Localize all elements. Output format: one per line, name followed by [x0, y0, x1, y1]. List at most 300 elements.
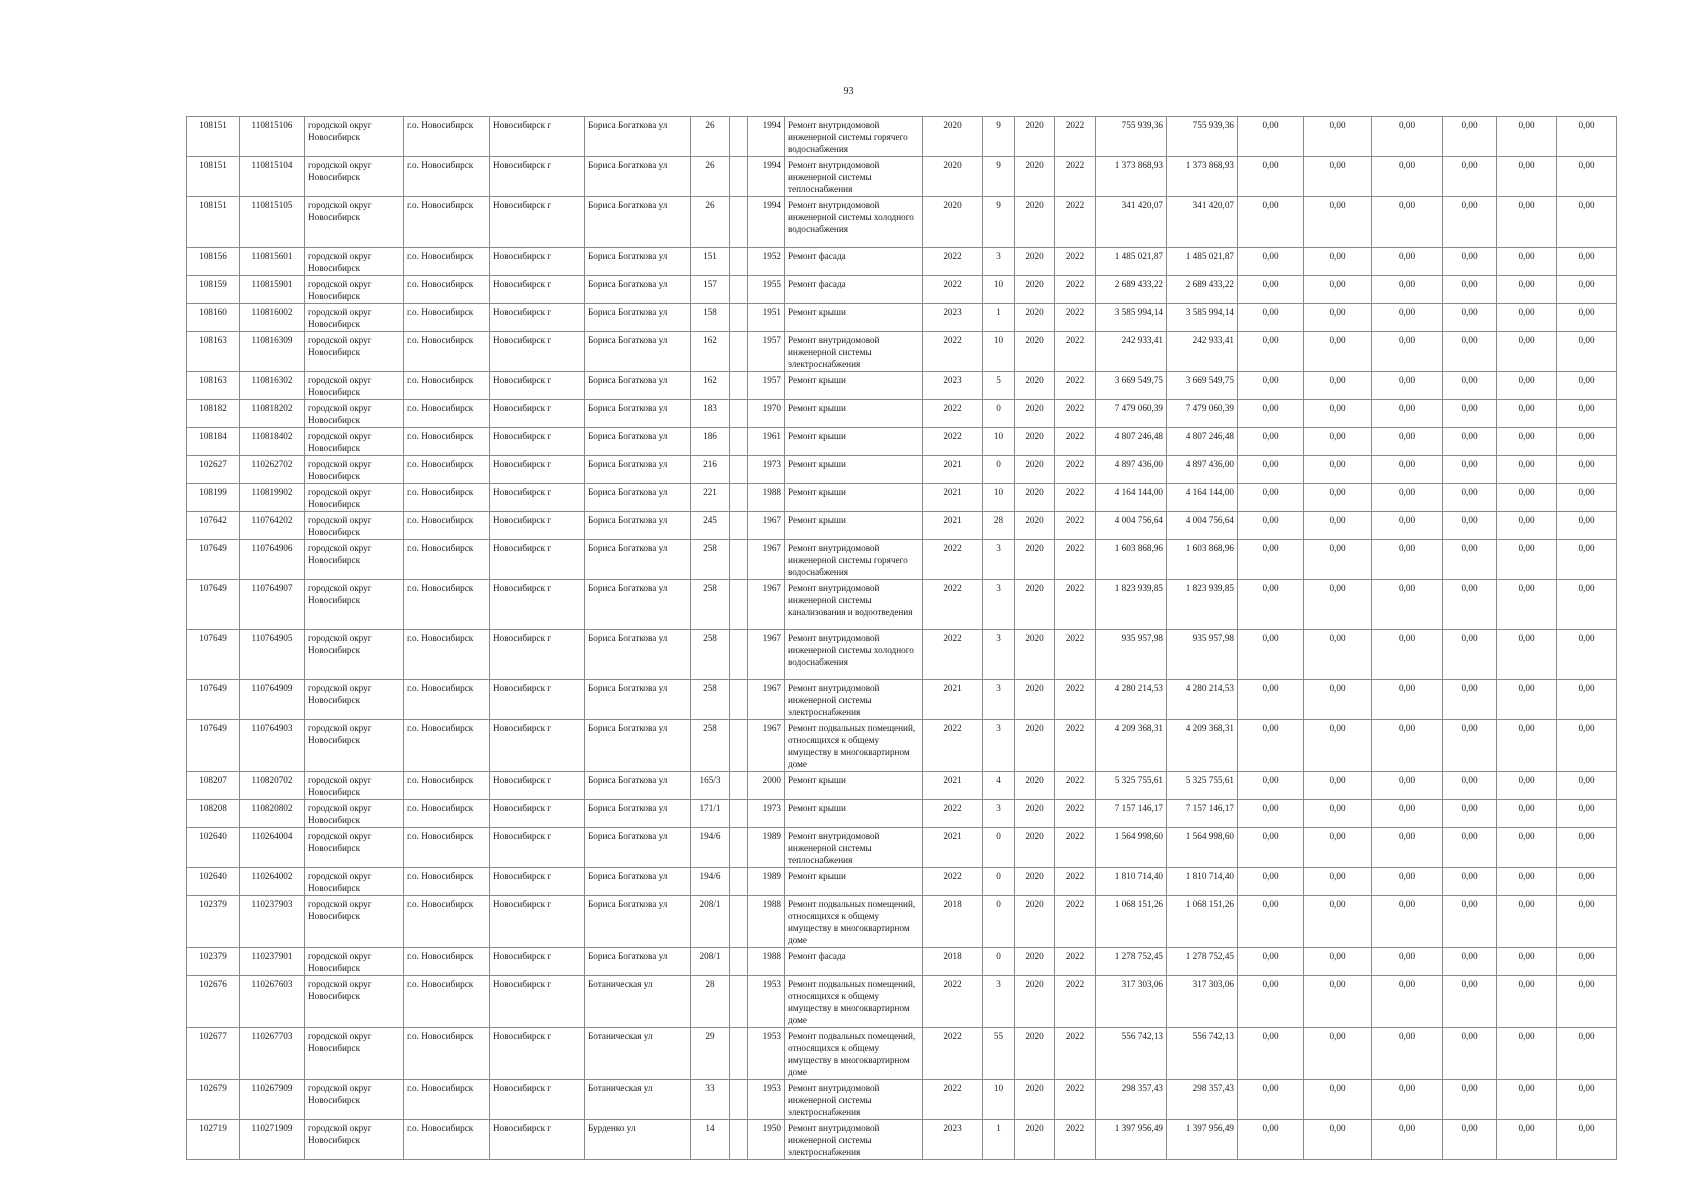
- cell-start-year: 2020: [1015, 772, 1055, 800]
- cell-federal-funds: 0,00: [1238, 372, 1304, 400]
- cell-federal-funds: 0,00: [1238, 512, 1304, 540]
- cell-owner-funds: 0,00: [1443, 896, 1497, 948]
- cell-municipality: городской округ Новосибирск: [305, 720, 404, 772]
- cell-federal-funds: 0,00: [1238, 428, 1304, 456]
- cell-building: [730, 332, 748, 372]
- cell-total-cost: 3 669 549,75: [1096, 372, 1167, 400]
- cell-repair-type: Ремонт крыши: [785, 428, 923, 456]
- cell-row-id: 107642: [187, 512, 240, 540]
- cell-other-funds-2: 0,00: [1557, 868, 1617, 896]
- table-row: [187, 772, 1617, 800]
- cell-street: Бориса Богаткова ул: [585, 248, 691, 276]
- cell-build-year: 1953: [748, 976, 785, 1028]
- cell-repair-type: Ремонт фасада: [785, 248, 923, 276]
- cell-wear-percent: 3: [983, 976, 1015, 1028]
- cell-owner-funds: 0,00: [1443, 868, 1497, 896]
- cell-fund-cost: 1 603 868,96: [1167, 540, 1238, 580]
- cell-build-year: 1957: [748, 332, 785, 372]
- cell-house-number: 29: [691, 1028, 730, 1080]
- cell-repair-type: Ремонт внутридомовой инженерной системы горячего водоснабжения: [785, 540, 923, 580]
- cell-wear-percent: 0: [983, 896, 1015, 948]
- cell-wear-percent: 0: [983, 948, 1015, 976]
- cell-fund-cost: 4 209 368,31: [1167, 720, 1238, 772]
- cell-regional-funds: 0,00: [1304, 484, 1372, 512]
- cell-total-cost: 4 280 214,53: [1096, 680, 1167, 720]
- cell-build-year: 1994: [748, 197, 785, 248]
- cell-wear-percent: 1: [983, 304, 1015, 332]
- cell-fund-cost: 556 742,13: [1167, 1028, 1238, 1080]
- cell-house-code: 110267603: [240, 976, 305, 1028]
- cell-building: [730, 680, 748, 720]
- table-row: [187, 248, 1617, 276]
- cell-federal-funds: 0,00: [1238, 772, 1304, 800]
- cell-wear-percent: 3: [983, 248, 1015, 276]
- cell-build-year: 1988: [748, 484, 785, 512]
- cell-locality: Новосибирск г: [490, 800, 585, 828]
- cell-house-number: 157: [691, 276, 730, 304]
- cell-owner-funds: 0,00: [1443, 1028, 1497, 1080]
- cell-street: Бурденко ул: [585, 1120, 691, 1160]
- cell-row-id: 108151: [187, 117, 240, 157]
- cell-total-cost: 2 689 433,22: [1096, 276, 1167, 304]
- cell-repair-type: Ремонт внутридомовой инженерной системы электроснабжения: [785, 1080, 923, 1120]
- cell-municipality: городской округ Новосибирск: [305, 248, 404, 276]
- cell-row-id: 108156: [187, 248, 240, 276]
- cell-other-funds-1: 0,00: [1497, 304, 1557, 332]
- cell-municipality: городской округ Новосибирск: [305, 484, 404, 512]
- cell-build-year: 1953: [748, 1028, 785, 1080]
- cell-build-year: 1994: [748, 117, 785, 157]
- cell-build-year: 1988: [748, 896, 785, 948]
- cell-repair-type: Ремонт подвальных помещений, относящихся к общему имуществу в многоквартирном доме: [785, 720, 923, 772]
- cell-repair-type: Ремонт крыши: [785, 400, 923, 428]
- cell-other-funds-2: 0,00: [1557, 332, 1617, 372]
- cell-build-year: 1988: [748, 948, 785, 976]
- cell-row-id: 108199: [187, 484, 240, 512]
- cell-street: Бориса Богаткова ул: [585, 157, 691, 197]
- cell-city-district: г.о. Новосибирск: [404, 332, 490, 372]
- cell-build-year: 1955: [748, 276, 785, 304]
- cell-owner-funds: 0,00: [1443, 332, 1497, 372]
- cell-end-year: 2022: [1055, 276, 1096, 304]
- table-row: [187, 720, 1617, 772]
- cell-planned-year: 2022: [923, 248, 983, 276]
- cell-house-code: 110237903: [240, 896, 305, 948]
- cell-house-number: 245: [691, 512, 730, 540]
- cell-owner-funds: 0,00: [1443, 276, 1497, 304]
- cell-wear-percent: 0: [983, 868, 1015, 896]
- cell-municipality: городской округ Новосибирск: [305, 372, 404, 400]
- cell-fund-cost: 1 485 021,87: [1167, 248, 1238, 276]
- cell-fund-cost: 7 479 060,39: [1167, 400, 1238, 428]
- cell-building: [730, 484, 748, 512]
- cell-local-funds: 0,00: [1372, 372, 1443, 400]
- cell-municipality: городской округ Новосибирск: [305, 976, 404, 1028]
- cell-planned-year: 2023: [923, 372, 983, 400]
- cell-other-funds-1: 0,00: [1497, 372, 1557, 400]
- cell-end-year: 2022: [1055, 828, 1096, 868]
- cell-total-cost: 556 742,13: [1096, 1028, 1167, 1080]
- cell-build-year: 1950: [748, 1120, 785, 1160]
- cell-federal-funds: 0,00: [1238, 117, 1304, 157]
- table-row: [187, 1028, 1617, 1080]
- table-row: [187, 332, 1617, 372]
- cell-row-id: 108207: [187, 772, 240, 800]
- cell-start-year: 2020: [1015, 630, 1055, 680]
- cell-end-year: 2022: [1055, 332, 1096, 372]
- cell-fund-cost: 1 068 151,26: [1167, 896, 1238, 948]
- cell-end-year: 2022: [1055, 540, 1096, 580]
- cell-owner-funds: 0,00: [1443, 512, 1497, 540]
- cell-end-year: 2022: [1055, 948, 1096, 976]
- cell-regional-funds: 0,00: [1304, 157, 1372, 197]
- cell-start-year: 2020: [1015, 304, 1055, 332]
- cell-federal-funds: 0,00: [1238, 1120, 1304, 1160]
- cell-wear-percent: 10: [983, 332, 1015, 372]
- cell-house-code: 110237901: [240, 948, 305, 976]
- cell-row-id: 107649: [187, 580, 240, 630]
- cell-start-year: 2020: [1015, 400, 1055, 428]
- cell-other-funds-1: 0,00: [1497, 332, 1557, 372]
- cell-build-year: 2000: [748, 772, 785, 800]
- cell-end-year: 2022: [1055, 248, 1096, 276]
- cell-regional-funds: 0,00: [1304, 197, 1372, 248]
- cell-total-cost: 341 420,07: [1096, 197, 1167, 248]
- cell-house-number: 171/1: [691, 800, 730, 828]
- cell-other-funds-2: 0,00: [1557, 896, 1617, 948]
- cell-building: [730, 868, 748, 896]
- cell-regional-funds: 0,00: [1304, 630, 1372, 680]
- cell-total-cost: 3 585 994,14: [1096, 304, 1167, 332]
- cell-other-funds-2: 0,00: [1557, 248, 1617, 276]
- cell-regional-funds: 0,00: [1304, 828, 1372, 868]
- cell-owner-funds: 0,00: [1443, 630, 1497, 680]
- cell-end-year: 2022: [1055, 868, 1096, 896]
- cell-regional-funds: 0,00: [1304, 1120, 1372, 1160]
- cell-house-code: 110262702: [240, 456, 305, 484]
- cell-building: [730, 976, 748, 1028]
- cell-house-code: 110764202: [240, 512, 305, 540]
- table-row: [187, 400, 1617, 428]
- cell-federal-funds: 0,00: [1238, 304, 1304, 332]
- cell-other-funds-1: 0,00: [1497, 800, 1557, 828]
- cell-start-year: 2020: [1015, 456, 1055, 484]
- cell-street: Бориса Богаткова ул: [585, 304, 691, 332]
- table-row: [187, 580, 1617, 630]
- cell-building: [730, 580, 748, 630]
- cell-fund-cost: 3 585 994,14: [1167, 304, 1238, 332]
- cell-street: Бориса Богаткова ул: [585, 772, 691, 800]
- cell-locality: Новосибирск г: [490, 512, 585, 540]
- cell-planned-year: 2022: [923, 1028, 983, 1080]
- cell-other-funds-1: 0,00: [1497, 157, 1557, 197]
- cell-city-district: г.о. Новосибирск: [404, 456, 490, 484]
- cell-build-year: 1970: [748, 400, 785, 428]
- cell-row-id: 107649: [187, 720, 240, 772]
- cell-start-year: 2020: [1015, 1120, 1055, 1160]
- cell-row-id: 102677: [187, 1028, 240, 1080]
- cell-other-funds-2: 0,00: [1557, 276, 1617, 304]
- cell-end-year: 2022: [1055, 772, 1096, 800]
- cell-locality: Новосибирск г: [490, 828, 585, 868]
- cell-house-code: 110818202: [240, 400, 305, 428]
- cell-municipality: городской округ Новосибирск: [305, 197, 404, 248]
- cell-row-id: 108160: [187, 304, 240, 332]
- cell-end-year: 2022: [1055, 630, 1096, 680]
- cell-build-year: 1967: [748, 540, 785, 580]
- cell-local-funds: 0,00: [1372, 720, 1443, 772]
- cell-regional-funds: 0,00: [1304, 868, 1372, 896]
- cell-local-funds: 0,00: [1372, 1080, 1443, 1120]
- cell-other-funds-1: 0,00: [1497, 484, 1557, 512]
- cell-federal-funds: 0,00: [1238, 948, 1304, 976]
- cell-locality: Новосибирск г: [490, 948, 585, 976]
- cell-house-code: 110815105: [240, 197, 305, 248]
- cell-local-funds: 0,00: [1372, 484, 1443, 512]
- cell-planned-year: 2022: [923, 800, 983, 828]
- cell-building: [730, 720, 748, 772]
- cell-local-funds: 0,00: [1372, 828, 1443, 868]
- cell-start-year: 2020: [1015, 197, 1055, 248]
- cell-regional-funds: 0,00: [1304, 580, 1372, 630]
- cell-planned-year: 2022: [923, 276, 983, 304]
- cell-house-number: 33: [691, 1080, 730, 1120]
- table-row: [187, 948, 1617, 976]
- cell-city-district: г.о. Новосибирск: [404, 1028, 490, 1080]
- cell-municipality: городской округ Новосибирск: [305, 1080, 404, 1120]
- cell-other-funds-1: 0,00: [1497, 540, 1557, 580]
- cell-repair-type: Ремонт внутридомовой инженерной системы холодного водоснабжения: [785, 197, 923, 248]
- table-body: [187, 117, 1617, 1160]
- cell-local-funds: 0,00: [1372, 117, 1443, 157]
- cell-street: Бориса Богаткова ул: [585, 800, 691, 828]
- cell-federal-funds: 0,00: [1238, 868, 1304, 896]
- cell-city-district: г.о. Новосибирск: [404, 868, 490, 896]
- repair-registry-table: [186, 116, 1617, 1160]
- cell-build-year: 1989: [748, 868, 785, 896]
- cell-total-cost: 242 933,41: [1096, 332, 1167, 372]
- cell-planned-year: 2021: [923, 512, 983, 540]
- cell-repair-type: Ремонт крыши: [785, 800, 923, 828]
- cell-fund-cost: 1 823 939,85: [1167, 580, 1238, 630]
- cell-other-funds-1: 0,00: [1497, 456, 1557, 484]
- cell-end-year: 2022: [1055, 976, 1096, 1028]
- cell-house-code: 110820802: [240, 800, 305, 828]
- cell-street: Бориса Богаткова ул: [585, 117, 691, 157]
- cell-build-year: 1967: [748, 680, 785, 720]
- cell-federal-funds: 0,00: [1238, 456, 1304, 484]
- cell-city-district: г.о. Новосибирск: [404, 512, 490, 540]
- cell-planned-year: 2022: [923, 332, 983, 372]
- cell-total-cost: 4 004 756,64: [1096, 512, 1167, 540]
- cell-fund-cost: 1 564 998,60: [1167, 828, 1238, 868]
- page-number: 93: [843, 86, 854, 97]
- cell-local-funds: 0,00: [1372, 540, 1443, 580]
- cell-local-funds: 0,00: [1372, 948, 1443, 976]
- table-row: [187, 1080, 1617, 1120]
- cell-municipality: городской округ Новосибирск: [305, 630, 404, 680]
- cell-wear-percent: 3: [983, 630, 1015, 680]
- cell-city-district: г.о. Новосибирск: [404, 976, 490, 1028]
- cell-house-code: 110819902: [240, 484, 305, 512]
- cell-local-funds: 0,00: [1372, 197, 1443, 248]
- table-row: [187, 800, 1617, 828]
- cell-build-year: 1953: [748, 1080, 785, 1120]
- cell-regional-funds: 0,00: [1304, 800, 1372, 828]
- cell-house-number: 151: [691, 248, 730, 276]
- cell-street: Бориса Богаткова ул: [585, 197, 691, 248]
- cell-house-number: 221: [691, 484, 730, 512]
- cell-end-year: 2022: [1055, 484, 1096, 512]
- cell-planned-year: 2022: [923, 428, 983, 456]
- cell-local-funds: 0,00: [1372, 800, 1443, 828]
- cell-locality: Новосибирск г: [490, 157, 585, 197]
- cell-house-number: 258: [691, 580, 730, 630]
- cell-house-number: 258: [691, 680, 730, 720]
- cell-federal-funds: 0,00: [1238, 680, 1304, 720]
- cell-other-funds-2: 0,00: [1557, 1080, 1617, 1120]
- cell-house-number: 162: [691, 372, 730, 400]
- cell-federal-funds: 0,00: [1238, 540, 1304, 580]
- cell-building: [730, 428, 748, 456]
- cell-start-year: 2020: [1015, 896, 1055, 948]
- cell-start-year: 2020: [1015, 157, 1055, 197]
- cell-fund-cost: 935 957,98: [1167, 630, 1238, 680]
- cell-owner-funds: 0,00: [1443, 1080, 1497, 1120]
- cell-other-funds-1: 0,00: [1497, 512, 1557, 540]
- cell-repair-type: Ремонт внутридомовой инженерной системы электроснабжения: [785, 1120, 923, 1160]
- cell-house-code: 110815104: [240, 157, 305, 197]
- cell-wear-percent: 10: [983, 1080, 1015, 1120]
- cell-street: Бориса Богаткова ул: [585, 540, 691, 580]
- cell-owner-funds: 0,00: [1443, 948, 1497, 976]
- table-row: [187, 1120, 1617, 1160]
- cell-owner-funds: 0,00: [1443, 248, 1497, 276]
- cell-owner-funds: 0,00: [1443, 772, 1497, 800]
- table-row: [187, 372, 1617, 400]
- cell-repair-type: Ремонт внутридомовой инженерной системы теплоснабжения: [785, 157, 923, 197]
- cell-fund-cost: 1 278 752,45: [1167, 948, 1238, 976]
- cell-house-number: 258: [691, 720, 730, 772]
- table-row: [187, 512, 1617, 540]
- cell-regional-funds: 0,00: [1304, 512, 1372, 540]
- cell-planned-year: 2018: [923, 896, 983, 948]
- cell-wear-percent: 4: [983, 772, 1015, 800]
- cell-fund-cost: 1 397 956,49: [1167, 1120, 1238, 1160]
- cell-house-code: 110764907: [240, 580, 305, 630]
- cell-start-year: 2020: [1015, 1028, 1055, 1080]
- cell-building: [730, 248, 748, 276]
- cell-other-funds-2: 0,00: [1557, 428, 1617, 456]
- cell-wear-percent: 0: [983, 400, 1015, 428]
- cell-repair-type: Ремонт внутридомовой инженерной системы теплоснабжения: [785, 828, 923, 868]
- cell-start-year: 2020: [1015, 484, 1055, 512]
- cell-fund-cost: 3 669 549,75: [1167, 372, 1238, 400]
- table-row: [187, 630, 1617, 680]
- cell-street: Бориса Богаткова ул: [585, 680, 691, 720]
- cell-regional-funds: 0,00: [1304, 456, 1372, 484]
- cell-house-code: 110764903: [240, 720, 305, 772]
- cell-local-funds: 0,00: [1372, 512, 1443, 540]
- cell-row-id: 102640: [187, 828, 240, 868]
- cell-other-funds-2: 0,00: [1557, 976, 1617, 1028]
- cell-end-year: 2022: [1055, 580, 1096, 630]
- cell-city-district: г.о. Новосибирск: [404, 117, 490, 157]
- cell-total-cost: 755 939,36: [1096, 117, 1167, 157]
- cell-end-year: 2022: [1055, 372, 1096, 400]
- cell-total-cost: 1 373 868,93: [1096, 157, 1167, 197]
- cell-repair-type: Ремонт крыши: [785, 304, 923, 332]
- table-row: [187, 117, 1617, 157]
- cell-building: [730, 828, 748, 868]
- cell-other-funds-1: 0,00: [1497, 772, 1557, 800]
- cell-owner-funds: 0,00: [1443, 484, 1497, 512]
- table-row: [187, 484, 1617, 512]
- cell-federal-funds: 0,00: [1238, 332, 1304, 372]
- cell-municipality: городской округ Новосибирск: [305, 948, 404, 976]
- cell-city-district: г.о. Новосибирск: [404, 1080, 490, 1120]
- cell-regional-funds: 0,00: [1304, 720, 1372, 772]
- cell-other-funds-2: 0,00: [1557, 580, 1617, 630]
- cell-total-cost: 7 157 146,17: [1096, 800, 1167, 828]
- cell-planned-year: 2022: [923, 630, 983, 680]
- cell-municipality: городской округ Новосибирск: [305, 772, 404, 800]
- cell-local-funds: 0,00: [1372, 896, 1443, 948]
- cell-local-funds: 0,00: [1372, 868, 1443, 896]
- cell-other-funds-1: 0,00: [1497, 400, 1557, 428]
- cell-local-funds: 0,00: [1372, 580, 1443, 630]
- cell-start-year: 2020: [1015, 540, 1055, 580]
- cell-house-code: 110267909: [240, 1080, 305, 1120]
- cell-repair-type: Ремонт крыши: [785, 772, 923, 800]
- cell-total-cost: 5 325 755,61: [1096, 772, 1167, 800]
- cell-row-id: 108182: [187, 400, 240, 428]
- cell-owner-funds: 0,00: [1443, 828, 1497, 868]
- cell-start-year: 2020: [1015, 428, 1055, 456]
- cell-regional-funds: 0,00: [1304, 896, 1372, 948]
- cell-end-year: 2022: [1055, 304, 1096, 332]
- cell-other-funds-2: 0,00: [1557, 828, 1617, 868]
- cell-total-cost: 1 068 151,26: [1096, 896, 1167, 948]
- cell-fund-cost: 242 933,41: [1167, 332, 1238, 372]
- cell-municipality: городской округ Новосибирск: [305, 540, 404, 580]
- cell-fund-cost: 317 303,06: [1167, 976, 1238, 1028]
- cell-city-district: г.о. Новосибирск: [404, 372, 490, 400]
- cell-federal-funds: 0,00: [1238, 484, 1304, 512]
- cell-other-funds-2: 0,00: [1557, 372, 1617, 400]
- cell-end-year: 2022: [1055, 800, 1096, 828]
- cell-build-year: 1967: [748, 720, 785, 772]
- cell-repair-type: Ремонт внутридомовой инженерной системы канализования и водоотведения: [785, 580, 923, 630]
- cell-planned-year: 2020: [923, 197, 983, 248]
- cell-end-year: 2022: [1055, 400, 1096, 428]
- cell-municipality: городской округ Новосибирск: [305, 117, 404, 157]
- cell-build-year: 1973: [748, 456, 785, 484]
- cell-wear-percent: 0: [983, 456, 1015, 484]
- cell-city-district: г.о. Новосибирск: [404, 304, 490, 332]
- cell-local-funds: 0,00: [1372, 1028, 1443, 1080]
- cell-local-funds: 0,00: [1372, 772, 1443, 800]
- cell-municipality: городской округ Новосибирск: [305, 157, 404, 197]
- cell-regional-funds: 0,00: [1304, 1080, 1372, 1120]
- cell-house-number: 165/3: [691, 772, 730, 800]
- cell-planned-year: 2020: [923, 117, 983, 157]
- cell-municipality: городской округ Новосибирск: [305, 896, 404, 948]
- cell-house-number: 28: [691, 976, 730, 1028]
- cell-wear-percent: 9: [983, 157, 1015, 197]
- cell-row-id: 108184: [187, 428, 240, 456]
- cell-other-funds-2: 0,00: [1557, 484, 1617, 512]
